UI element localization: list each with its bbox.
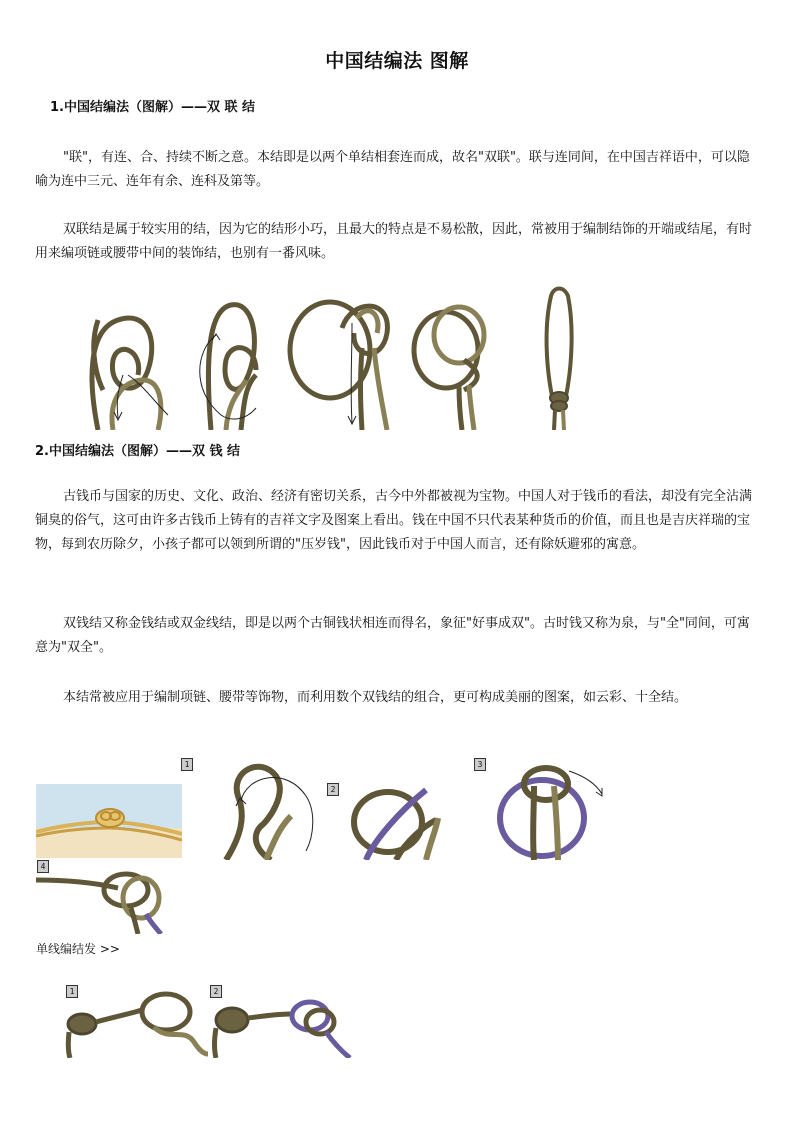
- single-strand-link[interactable]: 单线编结发 >>: [36, 942, 120, 956]
- paragraph: 古钱币与国家的历史、文化、政治、经济有密切关系，古今中外都被视为宝物。中国人对于钱币的看法，却没有完全沾满铜臭的俗气，这可由许多古钱币上铸有的吉祥文字及图案上看出。钱在中国不只代表某种货币的价值，而且也是吉庆祥瑞的宝物，每到农历除夕，小孩子都可以领到所谓的"压岁钱"，因此钱币对于中国人而言，还有除妖避邪的寓意。: [35, 489, 753, 552]
- paragraph: "联"，有连、合、持续不断之意。本结即是以两个单结相套连而成，故名"双联"。联与连同间，在中国吉祥语中，可以隐喻为连中三元、连年有余、连科及第等。: [35, 150, 750, 189]
- step-number: 4: [37, 860, 49, 873]
- section-heading-double-coin: 2.中国结编法（图解）——双 钱 结: [35, 444, 241, 459]
- section-heading-double-connection: 1.中国结编法（图解）——双 联 结: [50, 100, 256, 115]
- knot-step-photo: [326, 780, 470, 860]
- knot-step-photo: [206, 756, 320, 860]
- paragraph: 双钱结又称金钱结或双金线结，即是以两个古铜钱状相连而得名，象征"好事成双"。古时钱又称为泉，与"全"同间，可寓意为"双全"。: [35, 616, 750, 655]
- step-number: 1: [181, 758, 193, 771]
- knot-step-photo: [404, 290, 502, 430]
- knot-step-photo: [68, 290, 180, 430]
- finished-knot-photo: [36, 784, 182, 858]
- knot-step-photo: [208, 982, 354, 1058]
- page-title: 中国结编法 图解: [325, 50, 469, 72]
- step-number: 1: [66, 985, 78, 998]
- step-number: 3: [474, 758, 486, 771]
- knot-step-photo: [186, 290, 276, 430]
- knot-step-photo: [64, 982, 208, 1058]
- knot-step-photo: [474, 756, 618, 860]
- knot-step-photo: [36, 858, 182, 934]
- knot-step-photo: [282, 288, 402, 430]
- knot-step-photo: [506, 286, 612, 430]
- step-number: 2: [327, 783, 339, 796]
- paragraph: 本结常被应用于编制项链、腰带等饰物，而利用数个双钱结的组合，更可构成美丽的图案，如云彩、十全结。: [63, 690, 688, 705]
- paragraph: 双联结是属于较实用的结，因为它的结形小巧，且最大的特点是不易松散，因此，常被用于编制结饰的开端或结尾，有时用来编项链或腰带中间的装饰结，也别有一番风味。: [35, 222, 753, 261]
- step-number: 2: [210, 985, 222, 998]
